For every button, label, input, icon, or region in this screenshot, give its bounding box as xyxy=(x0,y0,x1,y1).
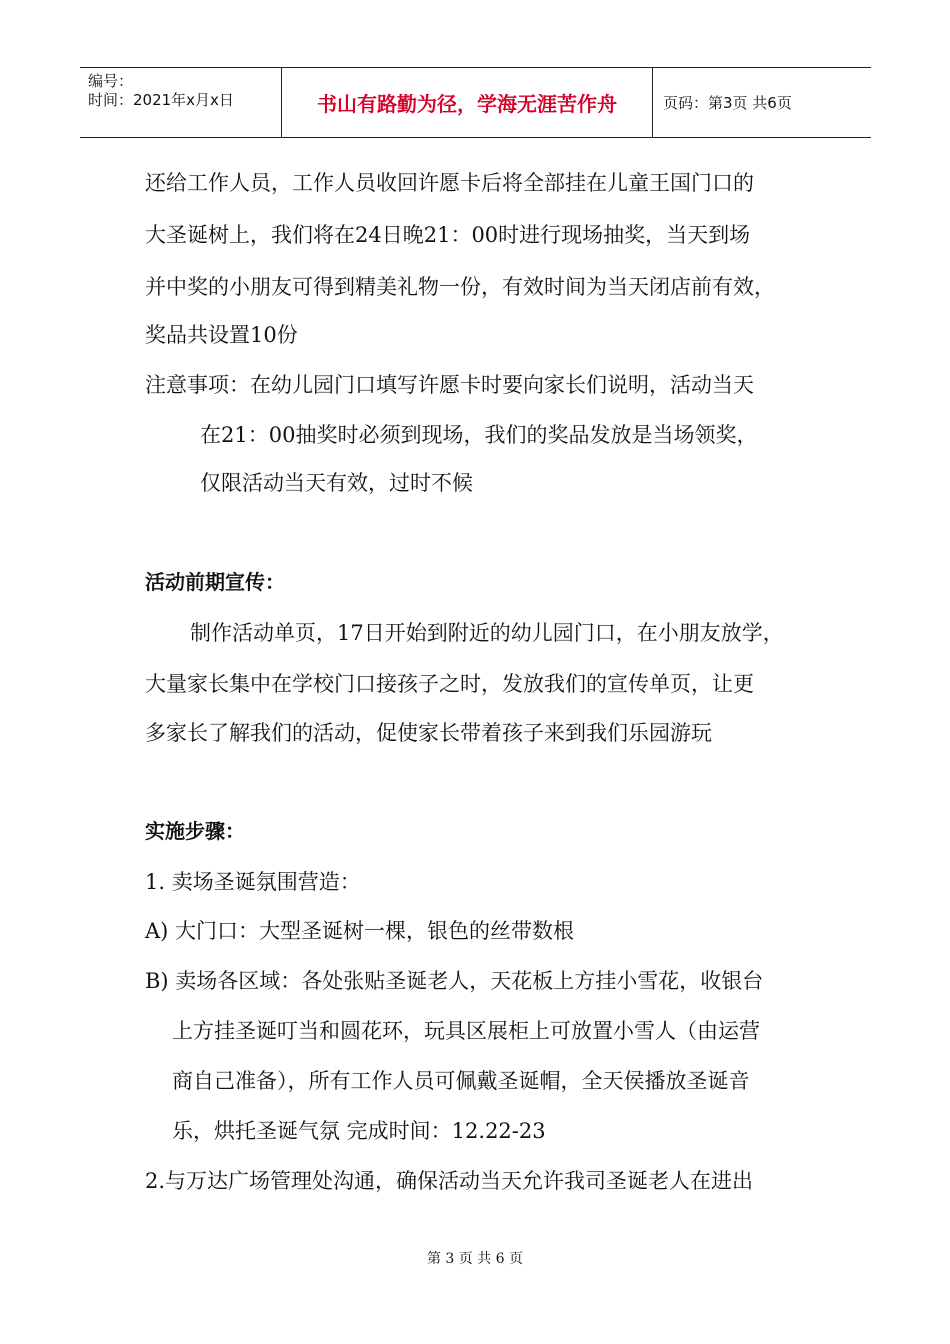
note-line: 注意事项：在幼儿园门口填写许愿卡时要向家长们说明，活动当天 xyxy=(145,373,754,397)
section-heading-steps: 实施步骤： xyxy=(145,819,245,843)
step-line: 乐，烘托圣诞气氛 完成时间：12.22-23 xyxy=(172,1119,546,1143)
body-line: 制作活动单页，17日开始到附近的幼儿园门口，在小朋友放学， xyxy=(190,621,784,645)
step-line: 1. 卖场圣诞氛围营造： xyxy=(145,870,361,894)
page-info: 页码：第3页 共6页 xyxy=(663,94,792,112)
section-heading-promo: 活动前期宣传： xyxy=(145,570,285,594)
step-line: B) 卖场各区域：各处张贴圣诞老人，天花板上方挂小雪花，收银台 xyxy=(145,969,764,993)
motto: 书山有路勤为径，学海无涯苦作舟 xyxy=(317,92,617,116)
body-line: 大圣诞树上，我们将在24日晚21：00时进行现场抽奖，当天到场 xyxy=(145,223,751,247)
page-footer: 第 3 页 共 6 页 xyxy=(426,1251,524,1267)
body-line: 并中奖的小朋友可得到精美礼物一份，有效时间为当天闭店前有效， xyxy=(145,275,775,299)
step-line: 2.与万达广场管理处沟通，确保活动当天允许我司圣诞老人在进出 xyxy=(145,1169,754,1193)
body-line: 多家长了解我们的活动，促使家长带着孩子来到我们乐园游玩 xyxy=(145,721,712,745)
body-line: 奖品共设置10份 xyxy=(145,323,298,347)
header-motto-cell xyxy=(282,68,653,137)
step-line: A) 大门口：大型圣诞树一棵，银色的丝带数根 xyxy=(145,919,575,943)
note-line: 仅限活动当天有效，过时不候 xyxy=(200,471,473,495)
number-label: 编号： xyxy=(88,72,134,90)
date-label: 时间：2021年x月x日 xyxy=(88,91,234,109)
step-line: 商自己准备），所有工作人员可佩戴圣诞帽，全天侯播放圣诞音 xyxy=(172,1069,750,1093)
step-line: 上方挂圣诞叮当和圆花环，玩具区展柜上可放置小雪人（由运营 xyxy=(172,1019,760,1043)
note-line: 在21：00抽奖时必须到现场，我们的奖品发放是当场领奖， xyxy=(200,423,758,447)
header-meta xyxy=(80,68,282,137)
body-line: 还给工作人员，工作人员收回许愿卡后将全部挂在儿童王国门口的 xyxy=(145,171,754,195)
header-table xyxy=(80,67,871,138)
body-line: 大量家长集中在学校门口接孩子之时，发放我们的宣传单页，让更 xyxy=(145,672,754,696)
